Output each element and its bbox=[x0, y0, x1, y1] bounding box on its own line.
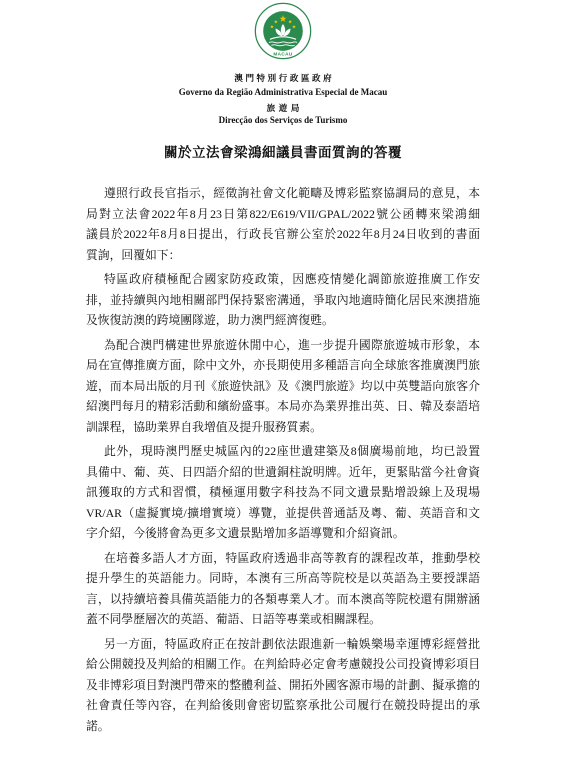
paragraph-line: 在培養多語人才方面，特區政府透過非高等教育的課程改革，推動學校 bbox=[104, 550, 480, 565]
reply-body bbox=[86, 183, 480, 740]
bureau-name-portuguese: Direcção dos Serviços de Turismo bbox=[218, 115, 348, 125]
paragraph-line: 此外，現時澳門歷史城區內的22座世遺建築及8個廣場前地，均已設置 bbox=[104, 444, 480, 458]
government-name-chinese: 澳門特別行政區政府 bbox=[234, 73, 335, 83]
reply-paragraph-2 bbox=[86, 269, 480, 331]
paragraph-line: 遊，而本局出版的月刊《旅遊快訊》及《澳門旅遊》均以中英雙語向旅客介 bbox=[86, 378, 480, 393]
document-title: 關於立法會梁鴻細議員書面質詢的答覆 bbox=[164, 145, 402, 160]
macau-emblem-icon bbox=[254, 2, 312, 60]
reply-paragraph-5 bbox=[86, 548, 480, 630]
reply-paragraph-6 bbox=[86, 634, 480, 737]
reply-paragraph-4 bbox=[86, 441, 480, 544]
emblem-label: MACAU bbox=[273, 51, 293, 57]
paragraph-line: 言，以持續培養具備英語能力的各類專業人才。而本澳高等院校還有開辦涵 bbox=[86, 591, 480, 606]
paragraph-line: 諾。 bbox=[86, 718, 110, 733]
paragraph-line: VR/AR（虛擬實境/擴增實境）導覽，並提供普通話及粵、葡、英語音和文 bbox=[86, 505, 480, 520]
paragraph-line: 局對立法會2022年8月23日第822/E619/VII/GPAL/2022號公函轉來梁鴻細 bbox=[86, 206, 480, 221]
paragraph-line: 遵照行政長官指示，經徵詢社會文化範疇及博彩監察協調局的意見，本 bbox=[104, 186, 480, 200]
paragraph-line: 蓋不同學歷層次的英語、葡語、日語等專業或相關課程。 bbox=[86, 612, 381, 626]
paragraph-line: 排，並持續與內地相關部門保持緊密溝通，爭取內地適時簡化居民來澳措施 bbox=[86, 292, 480, 307]
paragraph-line: 給公開競投及判給的相關工作。在判給時必定會考慮競投公司投資博彩項目 bbox=[86, 657, 480, 671]
paragraph-line: 質詢，回覆如下： bbox=[86, 247, 181, 262]
paragraph-line: 及非博彩項目對澳門帶來的整體利益、開拓外國客源市場的計劃、擬承擔的 bbox=[86, 677, 480, 692]
paragraph-line: 為配合澳門構建世界旅遊休閒中心，進一步提升國際旅遊城市形象，本 bbox=[104, 337, 480, 352]
paragraph-line: 字介紹，今後將會為更多文遺景點增加多語導覽和介紹資訊。 bbox=[86, 526, 405, 540]
paragraph-line: 局在宣傳推廣方面，除中文外，亦長期使用多種語言向全球旅客推廣澳門旅 bbox=[86, 358, 480, 372]
paragraph-line: 議員於2022年8月8日提出，行政長官辦公室於2022年8月24日收到的書面 bbox=[86, 227, 480, 241]
government-name-portuguese: Governo da Região Administrativa Especial de Macau bbox=[178, 87, 388, 97]
emblem-graphic bbox=[254, 2, 312, 60]
reply-paragraph-1 bbox=[86, 183, 480, 265]
paragraph-line: 另一方面，特區政府正在按計劃依法跟進新一輪娛樂場幸運博彩經營批 bbox=[104, 636, 480, 651]
paragraph-line: 紹澳門每月的精彩活動和繽紛盛事。本局亦為業界推出英、日、韓及泰語培 bbox=[86, 399, 480, 413]
reply-paragraph-3 bbox=[86, 335, 480, 438]
bureau-name-chinese: 旅遊局 bbox=[266, 103, 303, 113]
paragraph-line: 提升學生的英語能力。同時，本澳有三所高等院校是以英語為主要授課語 bbox=[86, 571, 480, 585]
paragraph-line: 特區政府積極配合國家防疫政策，因應疫情變化調節旅遊推廣工作安 bbox=[104, 272, 480, 286]
paragraph-line: 訓課程，協助業界自我增值及提升服務質素。 bbox=[86, 419, 322, 434]
paragraph-line: 訊獲取的方式和習慣，積極運用數字科技為不同文遺景點增設線上及現場 bbox=[86, 485, 480, 499]
paragraph-line: 及恢復訪澳的跨境團隊遊，助力澳門經濟復甦。 bbox=[86, 313, 334, 327]
paragraph-line: 社會責任等內容，在判給後則會密切監察承批公司履行在競投時提出的承 bbox=[86, 698, 480, 712]
paragraph-line: 具備中、葡、英、日四語介紹的世遺銅柱說明牌。近年，更緊貼當今社會資 bbox=[86, 464, 480, 479]
